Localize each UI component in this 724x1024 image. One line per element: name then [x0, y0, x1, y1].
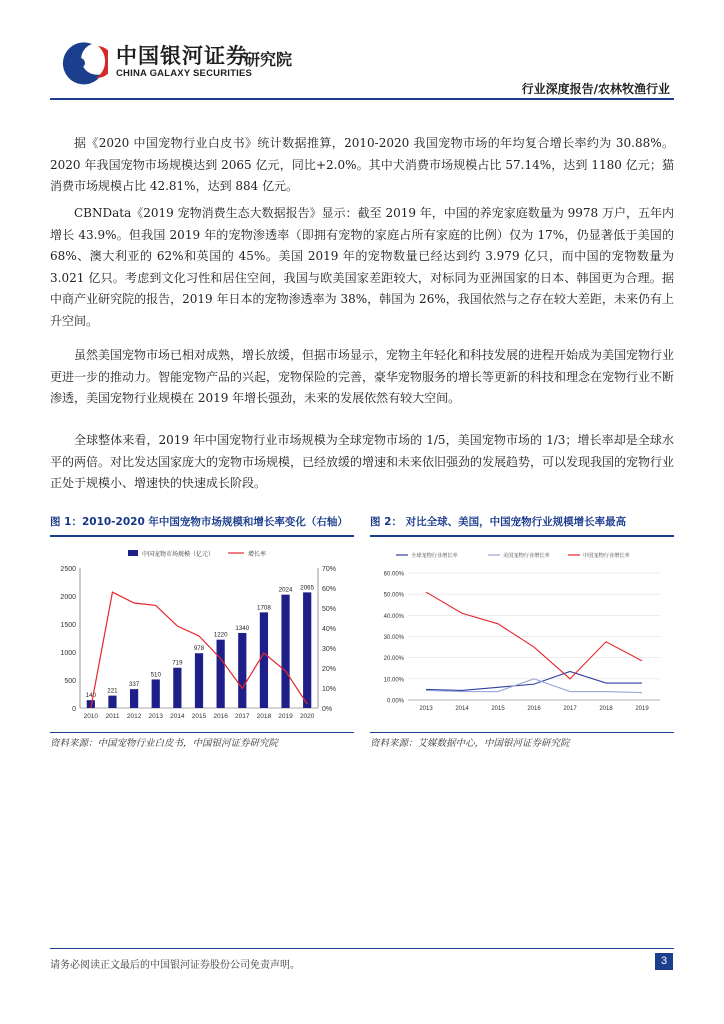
y-tick-label: 2500: [60, 566, 76, 573]
x-tick-label: 2015: [491, 706, 505, 712]
company-name-en: CHINA GALAXY SECURITIES: [116, 68, 253, 79]
bar: [195, 653, 203, 708]
figure-1-title: 图 1：2010-2020 年中国宠物市场规模和增长率变化（右轴）: [50, 516, 348, 528]
footer-divider: [50, 948, 674, 949]
y-tick-label: 10.00%: [383, 677, 404, 684]
y2-tick-label: 0%: [322, 706, 333, 713]
x-tick-label: 2016: [527, 706, 541, 712]
body-paragraph: 据《2020 中国宠物行业白皮书》统计数据推算，2010-2020 我国宠物市场的年均复合增长率约为 30.88%。2020 年我国宠物市场规模达到 2065 亿元，同比+2.0%。其中犬消费市场规模占比 57.14%，达到 1180 亿元；猫消费市场规模占比 42.81%，达到 884 亿元。: [50, 136, 674, 194]
x-tick-label: 2013: [419, 706, 433, 712]
data-label: 2024: [278, 586, 293, 594]
data-label: 1708: [257, 604, 271, 612]
figure-2-source: 资料来源：艾媒数据中心，中国银河证券研究院: [370, 738, 570, 749]
y2-tick-label: 60%: [322, 586, 337, 593]
y2-tick-label: 40%: [322, 626, 337, 633]
legend-swatch-bar: [128, 550, 138, 556]
y2-tick-label: 20%: [322, 666, 337, 673]
bar: [238, 633, 246, 708]
bar: [152, 679, 160, 708]
bar: [217, 640, 225, 708]
bar: [130, 689, 138, 708]
y2-tick-label: 30%: [322, 646, 337, 653]
bar: [303, 592, 311, 708]
data-label: 221: [107, 687, 118, 695]
market-size-chart: [50, 543, 354, 725]
figure-1-source: 资料来源：中国宠物行业白皮书，中国银河证券研究院: [50, 738, 279, 749]
x-tick-label: 2010: [83, 713, 99, 720]
x-tick-label: 2018: [256, 713, 272, 720]
x-tick-label: 2017: [563, 706, 577, 712]
bar: [281, 595, 289, 708]
data-label: 719: [172, 659, 183, 667]
y2-tick-label: 10%: [322, 686, 337, 693]
data-label: 1220: [213, 631, 228, 639]
galaxy-logo-icon: [58, 38, 108, 88]
bar: [260, 612, 268, 708]
institute-label: 研究院: [244, 50, 293, 69]
body-paragraph: 全球整体来看，2019 年中国宠物行业市场规模为全球宠物市场的 1/5，美国宠物市场的 1/3；增长率却是全球水平的两倍。对比发达国家庞大的宠物市场规模，已经放缓的增速和未来依旧强劲的发展趋势，可以发现我国的宠物行业正处于规模小、增速快的快速成长阶段。: [50, 433, 675, 491]
figure-1-source-divider: [50, 732, 354, 733]
y-tick-label: 20.00%: [383, 656, 404, 663]
y-tick-label: 0: [72, 706, 76, 713]
x-tick-label: 2011: [105, 713, 120, 720]
disclaimer-text: 请务必阅读正文最后的中国银河证券股份公司免责声明。: [50, 960, 300, 971]
y-tick-label: 1500: [60, 622, 76, 629]
x-tick-label: 2018: [599, 706, 613, 712]
figure-2-title: 图 2： 对比全球、美国，中国宠物行业规模增长率最高: [370, 516, 627, 528]
data-label: 510: [150, 671, 161, 679]
legend-label: 中国宠物市场规模（亿元）: [142, 552, 215, 558]
header-divider: [50, 98, 674, 100]
growth-comparison-chart: [370, 543, 674, 725]
page-header: [0, 0, 724, 100]
company-name-cn: 中国银河证券: [116, 44, 248, 68]
x-tick-label: 2012: [126, 713, 142, 720]
bar: [108, 696, 116, 708]
x-tick-label: 2014: [170, 713, 185, 720]
series-line: [426, 671, 642, 690]
figure-2-source-divider: [370, 732, 674, 733]
y2-tick-label: 70%: [322, 566, 337, 573]
data-label: 978: [193, 645, 205, 653]
x-tick-label: 2015: [191, 713, 207, 720]
series-line: [426, 592, 642, 679]
y-tick-label: 2000: [60, 594, 76, 601]
y-tick-label: 50.00%: [383, 592, 404, 599]
figure-2-divider: [370, 535, 674, 537]
legend-label: 美国宠物行业增长率: [503, 553, 550, 559]
x-tick-label: 2014: [455, 706, 469, 712]
x-tick-label: 2017: [235, 713, 250, 720]
y-tick-label: 60.00%: [383, 571, 404, 578]
body-paragraph: 虽然美国宠物市场已相对成熟，增长放缓，但据市场显示，宠物主年轻化和科技发展的进程开始成为美国宠物行业更进一步的推动力。智能宠物产品的兴起，宠物保险的完善，豪华宠物服务的增长等更新的科技和理念在宠物行业不断渗透，美国宠物行业规模在 2019 年增长强劲，未来的发展依然有较大空间。: [50, 348, 675, 406]
bar: [173, 668, 181, 708]
y-tick-label: 30.00%: [383, 635, 404, 641]
data-label: 2065: [300, 584, 315, 592]
y2-tick-label: 50%: [322, 606, 337, 613]
y-tick-label: 500: [64, 678, 76, 685]
page-number: 3: [655, 953, 673, 970]
x-tick-label: 2013: [148, 713, 163, 720]
body-paragraph: CBNData《2019 宠物消费生态大数据报告》显示：截至 2019 年，中国的养宠家庭数量为 9978 万户，五年内增长 43.9%。但我国 2019 年的宠物渗透率（即拥有宠物的家庭占所有家庭的比例）仅为 17%，仍显著低于美国的 68%、澳大利亚的 62%和英国的 45%。美国 2019 年的宠物数量已经达到约 3.979 亿只，而中国的宠物数量为 3.021 亿只。考虑到文化习性和居住空间，我国与欧美国家差距较大，对标同为亚洲国家的日本、韩国更为合理。据中商产业研究院的报告，2019 年日本的宠物渗透率为 38%，韩国为 26%，我国依然与之存在较大差距，未来仍有上升空间。: [50, 206, 674, 328]
x-tick-label: 2019: [635, 706, 649, 712]
x-tick-label: 2019: [278, 713, 293, 720]
y-tick-label: 0.00%: [386, 698, 404, 705]
y-tick-label: 1000: [60, 650, 76, 657]
legend-label: 中国宠物行业增长率: [583, 553, 630, 559]
data-label: 337: [128, 681, 140, 689]
y-tick-label: 40.00%: [383, 613, 404, 620]
legend-label: 增长率: [248, 552, 267, 558]
report-category: 行业深度报告/农林牧渔行业: [521, 82, 670, 96]
x-tick-label: 2016: [213, 713, 228, 720]
data-label: 140: [85, 692, 96, 700]
x-tick-label: 2020: [299, 713, 315, 720]
figure-1-divider: [50, 535, 354, 537]
legend-label: 全球宠物行业增长率: [411, 553, 458, 559]
data-label: 1340: [235, 624, 250, 632]
